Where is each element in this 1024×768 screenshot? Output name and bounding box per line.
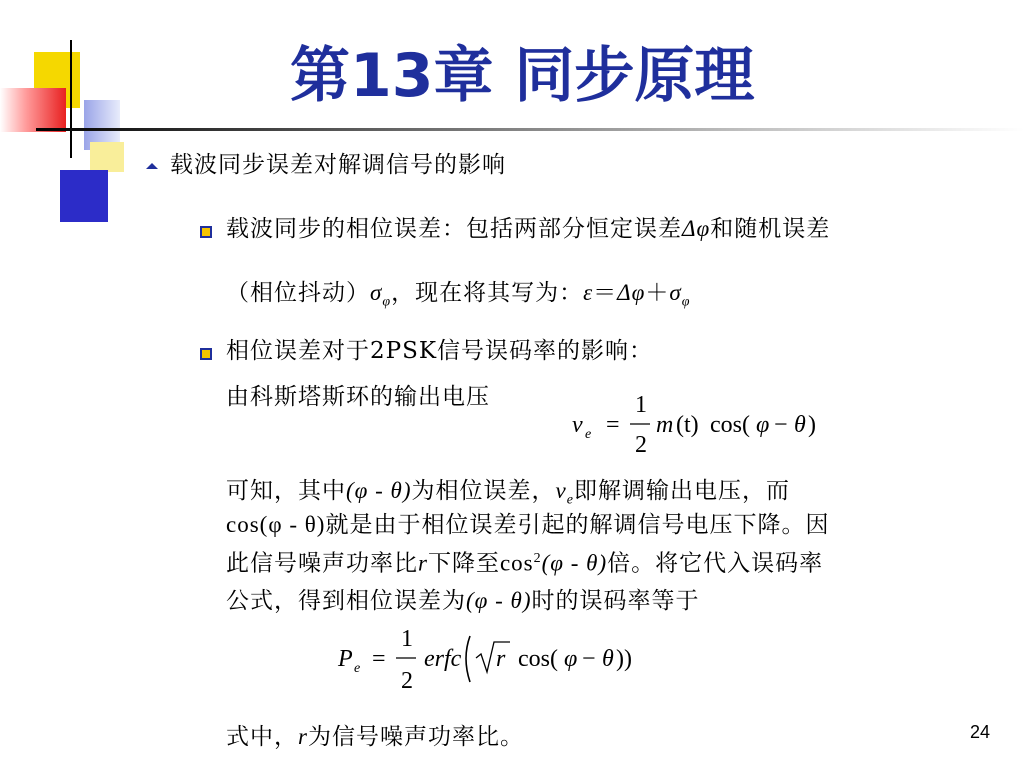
formula-pe-eq: = bbox=[372, 646, 386, 672]
formula-ve-close: ) bbox=[808, 412, 816, 438]
formula-pe-r: r bbox=[496, 646, 506, 672]
deco-vertical-line bbox=[70, 40, 72, 158]
bullet-square-icon bbox=[200, 226, 212, 238]
formula-ve-theta: θ bbox=[794, 412, 806, 438]
last-line: 式中，r为信号噪声功率比。 bbox=[226, 724, 524, 750]
deco-light-yellow-square bbox=[90, 142, 124, 172]
formula-pe-lhs-sub: e bbox=[354, 661, 361, 676]
formula-pe-theta: θ bbox=[602, 646, 614, 672]
formula-ve-eq: = bbox=[606, 412, 620, 438]
formula-pe-cos: cos( bbox=[518, 646, 558, 672]
formula-pe-num: 1 bbox=[401, 626, 413, 652]
formula-pe-minus: − bbox=[582, 646, 596, 672]
para-line-1: 可知，其中(φ - θ)为相位误差，$v_e$即解调输出电压，而 bbox=[226, 478, 790, 508]
formula-pe-den: 2 bbox=[401, 668, 413, 694]
bullet-main-text: 载波同步误差对解调信号的影响 bbox=[170, 152, 506, 178]
para-line-3: 此信号噪声功率比r下降至$\cos^2(\varphi - \theta)$倍。将它代入误码率 bbox=[226, 550, 824, 577]
formula-pe-phi: φ bbox=[564, 646, 578, 672]
para-line-2: cos(φ - θ)就是由于相位误差引起的解调信号电压下降。因 bbox=[226, 512, 830, 538]
formula-ve-num: 1 bbox=[635, 392, 647, 418]
deco-red-gradient-bar bbox=[0, 88, 66, 132]
formula-pe-close: )) bbox=[616, 646, 632, 672]
formula-pe-erfc: erfc bbox=[424, 646, 462, 672]
para-line-4: 公式，得到相位误差为(φ - θ)时的误码率等于 bbox=[226, 588, 700, 614]
formula-pe-lhs: P bbox=[338, 646, 353, 672]
bullet-square-icon bbox=[200, 348, 212, 360]
formula-ve-lhs: v bbox=[572, 412, 583, 438]
bullet-phase-error-line1: 载波同步的相位误差：包括两部分恒定误差Δφ和随机误差 bbox=[226, 216, 831, 242]
bullet-2psk-text: 相位误差对于2PSK信号误码率的影响： bbox=[226, 338, 654, 364]
formula-ve-m: m bbox=[656, 412, 674, 438]
page-title: 第13章 同步原理 bbox=[290, 41, 755, 111]
formula-ve-minus: − bbox=[774, 412, 788, 438]
formula-ve-t: (t) bbox=[676, 412, 699, 438]
costas-line: 由科斯塔斯环的输出电压 bbox=[226, 384, 490, 410]
formula-ve-lhs-sub: e bbox=[585, 427, 592, 442]
formula-ve-cos: cos( bbox=[710, 412, 750, 438]
formula-pe bbox=[332, 622, 672, 700]
title-rule bbox=[36, 128, 1024, 131]
page-number: 24 bbox=[970, 722, 991, 742]
formula-ve bbox=[566, 388, 846, 460]
formula-ve-phi: φ bbox=[756, 412, 770, 438]
bullet-phase-error-line2: （相位抖动）$\sigma_\varphi$，现在将其写为：$\varepsilon=\Delta\varphi+\sigma_\varphi$ bbox=[226, 280, 691, 310]
formula-ve-den: 2 bbox=[635, 432, 647, 458]
deco-blue-square bbox=[60, 170, 108, 222]
bullet-diamond-icon bbox=[146, 163, 158, 169]
formula-pe-open-paren bbox=[466, 636, 470, 682]
